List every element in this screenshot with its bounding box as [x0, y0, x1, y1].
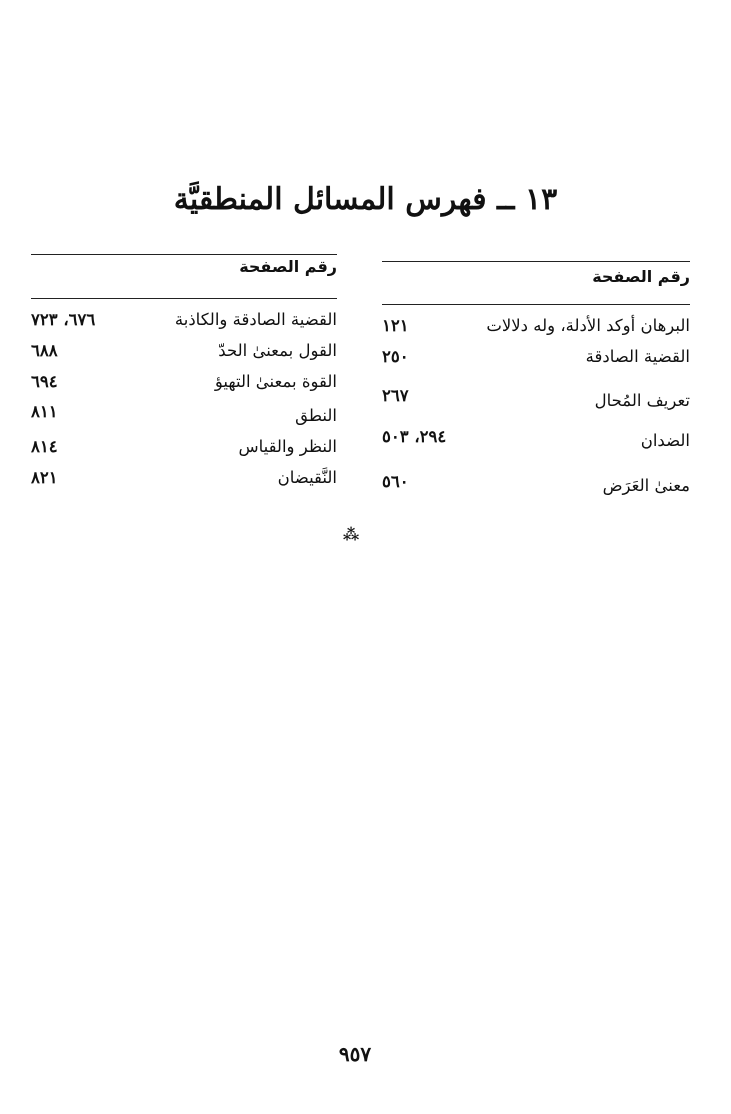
index-row: [31, 435, 337, 465]
index-pages: ٢٦٧: [382, 386, 409, 405]
index-pages: ٨١٤: [31, 437, 58, 456]
index-row: [31, 339, 337, 369]
column-header-page-number: رقم الصفحة: [239, 257, 337, 276]
index-row: [382, 428, 690, 458]
index-topic: القضية الصادقة والكاذبة: [174, 310, 337, 329]
section-separator-asterism: ⁂: [342, 525, 360, 544]
index-topic: القضية الصادقة: [585, 347, 690, 366]
page-title: ١٣ ــ فهرس المسائل المنطقيَّة: [173, 182, 558, 217]
header-bottom-rule: [31, 298, 337, 299]
index-pages: ٨١١: [31, 402, 58, 421]
index-topic: القوة بمعنىٰ التهيؤ: [214, 372, 337, 391]
index-pages: ٨٢١: [31, 468, 58, 487]
index-row: [382, 314, 690, 344]
page-number: ٩٥٧: [338, 1042, 372, 1066]
index-pages: ٦٧٦، ٧٢٣: [31, 310, 96, 329]
header-bottom-rule: [382, 304, 690, 305]
header-top-rule: [31, 254, 337, 255]
index-topic: النظر والقياس: [238, 437, 337, 456]
index-pages: ٢٥٠: [382, 347, 409, 366]
header-top-rule: [382, 261, 690, 262]
index-topic: النَّقيضان: [277, 468, 337, 487]
index-topic: البرهان أوكد الأدلة، وله دلالات: [486, 316, 690, 335]
index-row: [31, 308, 337, 338]
index-pages: ٢٩٤، ٥٠٣: [382, 427, 447, 446]
index-pages: ٥٦٠: [382, 472, 409, 491]
index-pages: ٦٨٨: [31, 341, 58, 360]
index-topic: الضدان: [640, 431, 690, 450]
index-row: [31, 466, 337, 496]
index-row: [382, 388, 690, 418]
index-row: [382, 474, 690, 504]
column-header-page-number: رقم الصفحة: [592, 267, 690, 286]
index-row: [382, 345, 690, 375]
index-row: [31, 370, 337, 400]
index-pages: ١٢١: [382, 316, 409, 335]
index-topic: القول بمعنىٰ الحدّ: [218, 341, 337, 360]
index-topic: معنىٰ العَرَض: [602, 476, 690, 495]
index-pages: ٦٩٤: [31, 372, 58, 391]
index-topic: النطق: [295, 406, 337, 425]
index-row: [31, 403, 337, 433]
index-topic: تعريف المُحال: [594, 391, 690, 410]
